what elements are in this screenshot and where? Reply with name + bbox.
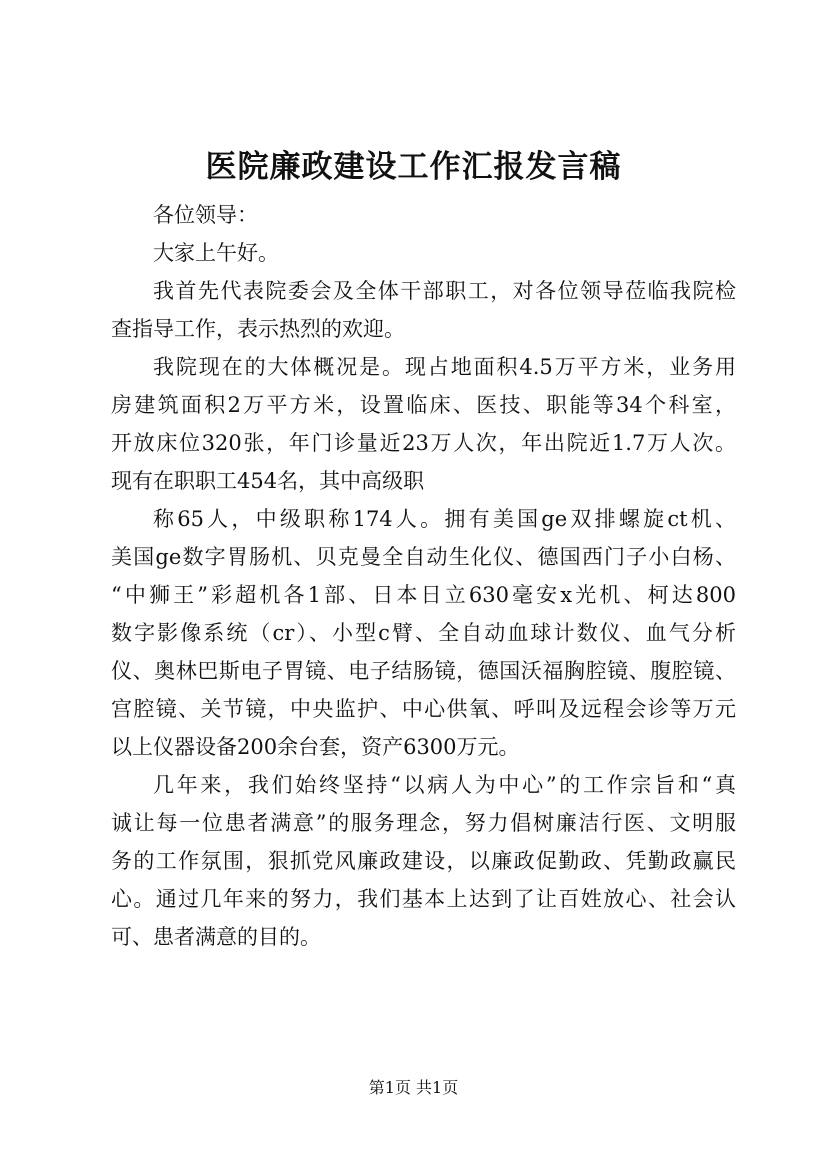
text-line: 务的工作氛围，狠抓党风廉政建设，以廉政促勤政、凭勤政赢民	[111, 849, 736, 873]
text-line: “中狮王”彩超机各1部、日本日立630毫安x光机、柯达800	[111, 583, 736, 607]
text-line: 诚让每一位患者满意”的服务理念，努力倡树廉洁行医、文明服	[111, 811, 736, 835]
document-title: 医院廉政建设工作汇报发言稿	[205, 149, 622, 185]
text-line: 我首先代表院委会及全体干部职工，对各位领导莅临我院检	[153, 279, 736, 303]
document-body	[111, 196, 736, 956]
text-line: 可、患者满意的目的。	[111, 925, 321, 949]
text-line: 各位领导：	[153, 203, 258, 227]
paragraph	[111, 234, 736, 272]
text-line: 几年来，我们始终坚持“以病人为中心”的工作宗旨和“真	[153, 773, 736, 797]
paragraph	[111, 348, 736, 500]
paragraph	[111, 500, 736, 766]
text-line: 房建筑面积2万平方米，设置临床、医技、职能等34个科室，	[111, 393, 736, 417]
paragraph	[111, 766, 736, 956]
paragraph	[111, 196, 736, 234]
text-line: 称65人，中级职称174人。拥有美国ge双排螺旋ct机、	[153, 507, 736, 531]
text-line: 我院现在的大体概况是。现占地面积4.5万平方米，业务用	[153, 355, 736, 379]
text-line: 查指导工作，表示热烈的欢迎。	[111, 317, 405, 341]
text-line: 仪、奥林巴斯电子胃镜、电子结肠镜，德国沃福胸腔镜、腹腔镜、	[111, 659, 736, 683]
text-line: 大家上午好。	[153, 241, 279, 265]
text-line: 数字影像系统（cr）、小型c臂、全自动血球计数仪、血气分析	[111, 621, 736, 645]
text-line: 宫腔镜、关节镜，中央监护、中心供氧、呼叫及远程会诊等万元	[111, 697, 736, 721]
text-line: 心。通过几年来的努力，我们基本上达到了让百姓放心、社会认	[111, 887, 736, 911]
page-footer: 第1页 共1页	[368, 1078, 459, 1097]
text-line: 以上仪器设备200余台套，资产6300万元。	[111, 735, 520, 759]
text-line: 现有在职职工454名，其中高级职	[111, 469, 425, 493]
text-line: 开放床位320张，年门诊量近23万人次，年出院近1.7万人次。	[111, 431, 736, 455]
text-line: 美国ge数字胃肠机、贝克曼全自动生化仪、德国西门子小白杨、	[111, 545, 736, 569]
paragraph	[111, 272, 736, 348]
